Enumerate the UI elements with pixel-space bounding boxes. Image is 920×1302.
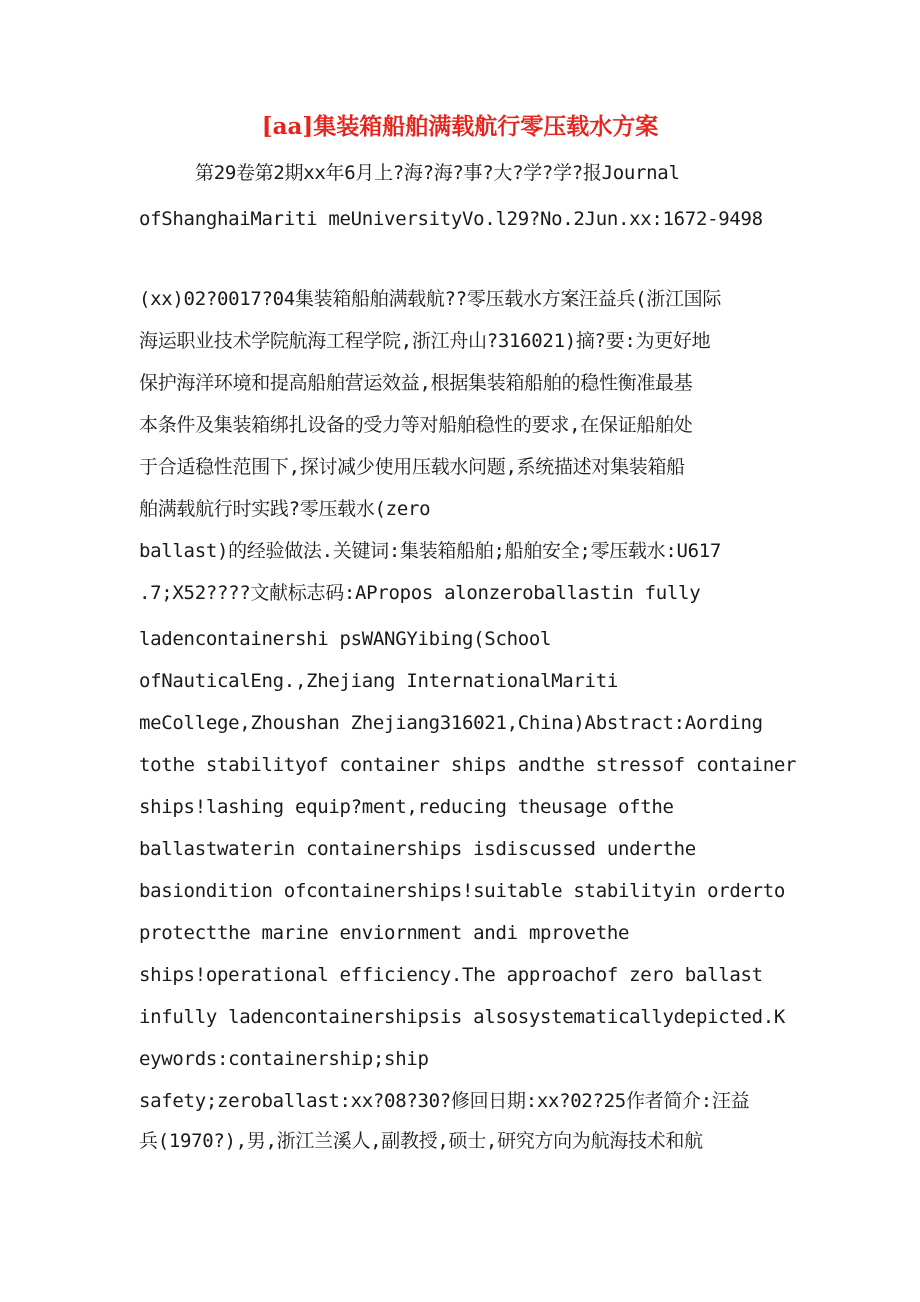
text-line: ballastwaterin containerships isdiscussed underthe	[139, 838, 696, 860]
text-line: 于合适稳性范围下,探讨减少使用压载水问题,系统描述对集装箱船	[139, 456, 685, 478]
text-line: meCollege,Zhoushan Zhejiang316021,China)Abstract:Aording	[139, 712, 763, 734]
text-line: 第29卷第2期xx年6月上?海?海?事?大?学?学?报Journal	[195, 162, 680, 184]
text-line: 海运职业技术学院航海工程学院,浙江舟山?316021)摘?要:为更好地	[139, 330, 711, 352]
text-line: eywords:containership;ship	[139, 1048, 429, 1070]
text-line: 保护海洋环境和提高船舶营运效益,根据集装箱船舶的稳性衡准最基	[139, 372, 693, 394]
text-line: 兵(1970?),男,浙江兰溪人,副教授,硕士,研究方向为航海技术和航	[139, 1130, 703, 1152]
text-line: .7;X52????文献标志码:APropos alonzeroballastin fully	[139, 582, 701, 604]
text-line: ofNauticalEng.,Zhejiang InternationalMariti	[139, 670, 618, 692]
text-line: ofShanghaiMariti meUniversityVo.l29?No.2Jun.xx:1672-9498	[139, 208, 763, 230]
text-line: safety;zeroballast:xx?08?30?修回日期:xx?02?25作者简介:汪益	[139, 1090, 750, 1112]
text-line: basiondition ofcontainerships!suitable stabilityin orderto	[139, 880, 786, 902]
text-line: ships!lashing equip?ment,reducing theusage ofthe	[139, 796, 674, 818]
text-line: ladencontainershi psWANGYibing(School	[139, 628, 552, 650]
document-title: [aa]集装箱船舶满载航行零压载水方案	[261, 113, 659, 140]
text-line: infully ladencontainershipsis alsosystematicallydepicted.K	[139, 1006, 786, 1028]
text-line: 本条件及集装箱绑扎设备的受力等对船舶稳性的要求,在保证船舶处	[139, 414, 693, 436]
text-line: protectthe marine enviornment andi mprovethe	[139, 922, 630, 944]
text-line: tothe stabilityof container ships andthe stressof container	[139, 754, 797, 776]
text-line: 舶满载航行时实践?零压载水(zero	[139, 498, 431, 520]
text-line: ships!operational efficiency.The approachof zero ballast	[139, 964, 763, 986]
text-line: (xx)02?0017?04集装箱船舶满载航??零压载水方案汪益兵(浙江国际	[139, 288, 722, 310]
text-line: ballast)的经验做法.关键词:集装箱船舶;船舶安全;零压载水:U617	[139, 540, 722, 562]
